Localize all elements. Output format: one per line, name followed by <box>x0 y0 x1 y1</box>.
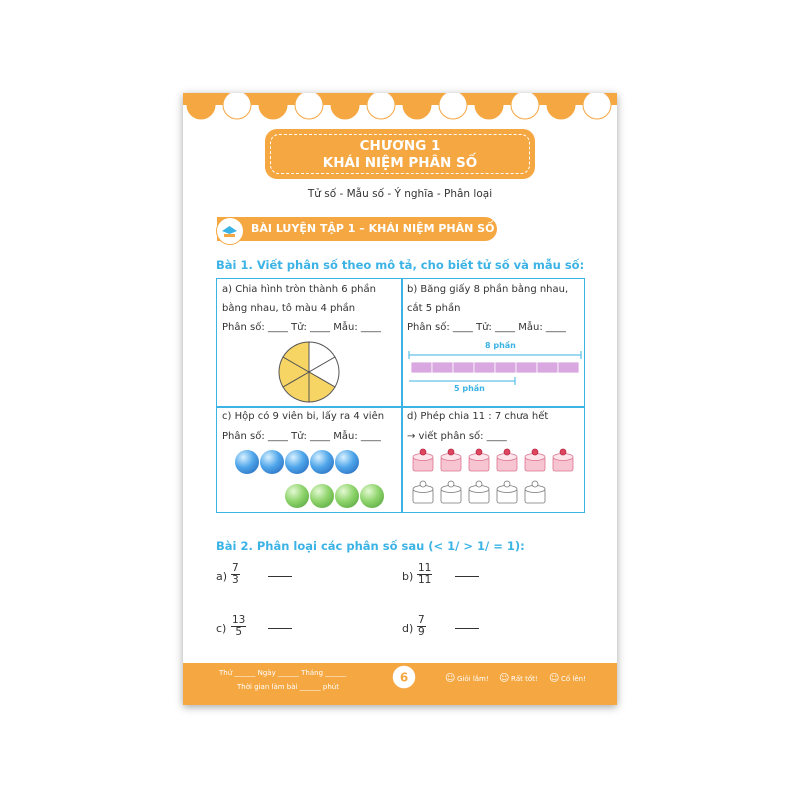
scallop-shape <box>295 93 323 119</box>
scallop-shape <box>403 93 431 119</box>
smile-icon: ☺ <box>549 673 560 684</box>
pink-cake-icon <box>413 449 433 471</box>
cell-b-line1: b) Băng giấy 8 phần bằng nhau, <box>407 284 569 295</box>
cell-c-fill[interactable]: Phân số: ____ Tử: ____ Mẫu: ____ <box>222 431 381 442</box>
scallop-shape <box>331 93 359 119</box>
blue-marble-icon <box>235 450 259 474</box>
strip-segment <box>516 362 537 373</box>
pie-fraction-circle <box>273 341 345 403</box>
item-d-label: d) <box>402 622 414 635</box>
scallop-shape <box>367 93 395 119</box>
green-marble-icon <box>285 484 309 508</box>
rating-good[interactable]: Rất tốt! <box>511 675 538 683</box>
scallop-shape <box>583 93 611 119</box>
exercise-1-grid <box>216 278 585 513</box>
chapter-title: KHÁI NIỆM PHÂN SỐ <box>322 155 478 171</box>
blue-marble-icon <box>285 450 309 474</box>
scallop-shape <box>187 93 215 119</box>
pink-cake-icon <box>553 449 573 471</box>
pink-cake-icon <box>441 449 461 471</box>
cell-a-fill[interactable]: Phân số: ____ Tử: ____ Mẫu: ____ <box>222 322 381 333</box>
chapter-subtitle: Tử số - Mẫu số - Ý nghĩa - Phân loại <box>307 188 493 200</box>
strip-segment <box>411 362 432 373</box>
item-b-label: b) <box>402 570 414 583</box>
cell-d-line2[interactable]: → viết phân số: ____ <box>407 431 507 442</box>
cell-c-line1: c) Hộp có 9 viên bi, lấy ra 4 viên <box>222 411 385 422</box>
date-fill[interactable]: Thứ ______ Ngày ______ Tháng ______ <box>219 669 347 677</box>
rating-try[interactable]: Cố lên! <box>561 675 586 683</box>
smile-icon: ☺ <box>445 673 456 684</box>
cell-b-line2: cắt 5 phần <box>407 303 461 314</box>
strip-segment <box>453 362 474 373</box>
scallop-shape <box>259 93 287 119</box>
cell-a-line1: a) Chia hình tròn thành 6 phần <box>222 284 376 295</box>
page-number-badge <box>390 663 418 691</box>
strip-cut-label: 5 phần <box>454 384 485 393</box>
exercise-1-heading: Bài 1. Viết phân số theo mô tả, cho biết tử số và mẫu số: <box>216 258 585 272</box>
cell-a-line2: bằng nhau, tô màu 4 phần <box>222 303 356 314</box>
exercise-2-heading: Bài 2. Phân loại các phân số sau (< 1/ > 1/ = 1): <box>216 539 525 553</box>
time-fill[interactable]: Thời gian làm bài ______ phút <box>237 683 339 691</box>
fraction-a: 7 3 <box>232 562 239 586</box>
strip-segment <box>558 362 579 373</box>
outline-cake-icon <box>441 481 461 503</box>
pink-cake-icon <box>469 449 489 471</box>
answer-line-a[interactable] <box>268 576 292 577</box>
scalloped-header-band <box>183 93 617 127</box>
outline-cake-icon <box>497 481 517 503</box>
green-marble-icon <box>310 484 334 508</box>
page-number: 6 <box>399 670 409 685</box>
lesson-title: BÀI LUYỆN TẬP 1 – KHÁI NIỆM PHÂN SỐ <box>251 222 495 235</box>
pink-cake-icon <box>497 449 517 471</box>
strip-segment <box>537 362 558 373</box>
cell-b-fill[interactable]: Phân số: ____ Tử: ____ Mẫu: ____ <box>407 322 566 333</box>
pink-cake-icon <box>525 449 545 471</box>
green-marble-icon <box>360 484 384 508</box>
strip-segment <box>474 362 495 373</box>
rating-great[interactable]: Giỏi lắm! <box>457 675 489 683</box>
outline-cake-icon <box>413 481 433 503</box>
blue-marble-icon <box>335 450 359 474</box>
cake-pictures <box>407 445 583 509</box>
paper-strip-diagram <box>407 349 583 395</box>
answer-line-d[interactable] <box>455 628 479 629</box>
answer-line-c[interactable] <box>268 628 292 629</box>
strip-total-label: 8 phần <box>485 341 516 350</box>
blue-marble-icon <box>310 450 334 474</box>
item-c-label: c) <box>216 622 227 635</box>
outline-cake-icon <box>525 481 545 503</box>
scallop-shape <box>475 93 503 119</box>
lesson-banner <box>217 217 497 241</box>
outline-cake-icon <box>469 481 489 503</box>
scallop-shape <box>547 93 575 119</box>
green-marble-icon <box>335 484 359 508</box>
scallop-shape <box>439 93 467 119</box>
answer-line-b[interactable] <box>455 576 479 577</box>
fraction-c: 13 5 <box>232 614 246 638</box>
chapter-number: CHƯƠNG 1 <box>359 138 441 154</box>
scallop-shape <box>511 93 539 119</box>
worksheet-page <box>183 93 617 705</box>
chapter-title-box <box>265 129 535 179</box>
strip-segment <box>495 362 516 373</box>
fraction-b: 11 11 <box>418 562 432 586</box>
school-logo-icon <box>216 217 244 245</box>
fraction-d: 7 9 <box>418 614 425 638</box>
cell-d-line1: d) Phép chia 11 : 7 chưa hết <box>407 411 549 422</box>
item-a-label: a) <box>216 570 228 583</box>
strip-segment <box>432 362 453 373</box>
smile-icon: ☺ <box>499 673 510 684</box>
scallop-shape <box>223 93 251 119</box>
blue-marble-icon <box>260 450 284 474</box>
